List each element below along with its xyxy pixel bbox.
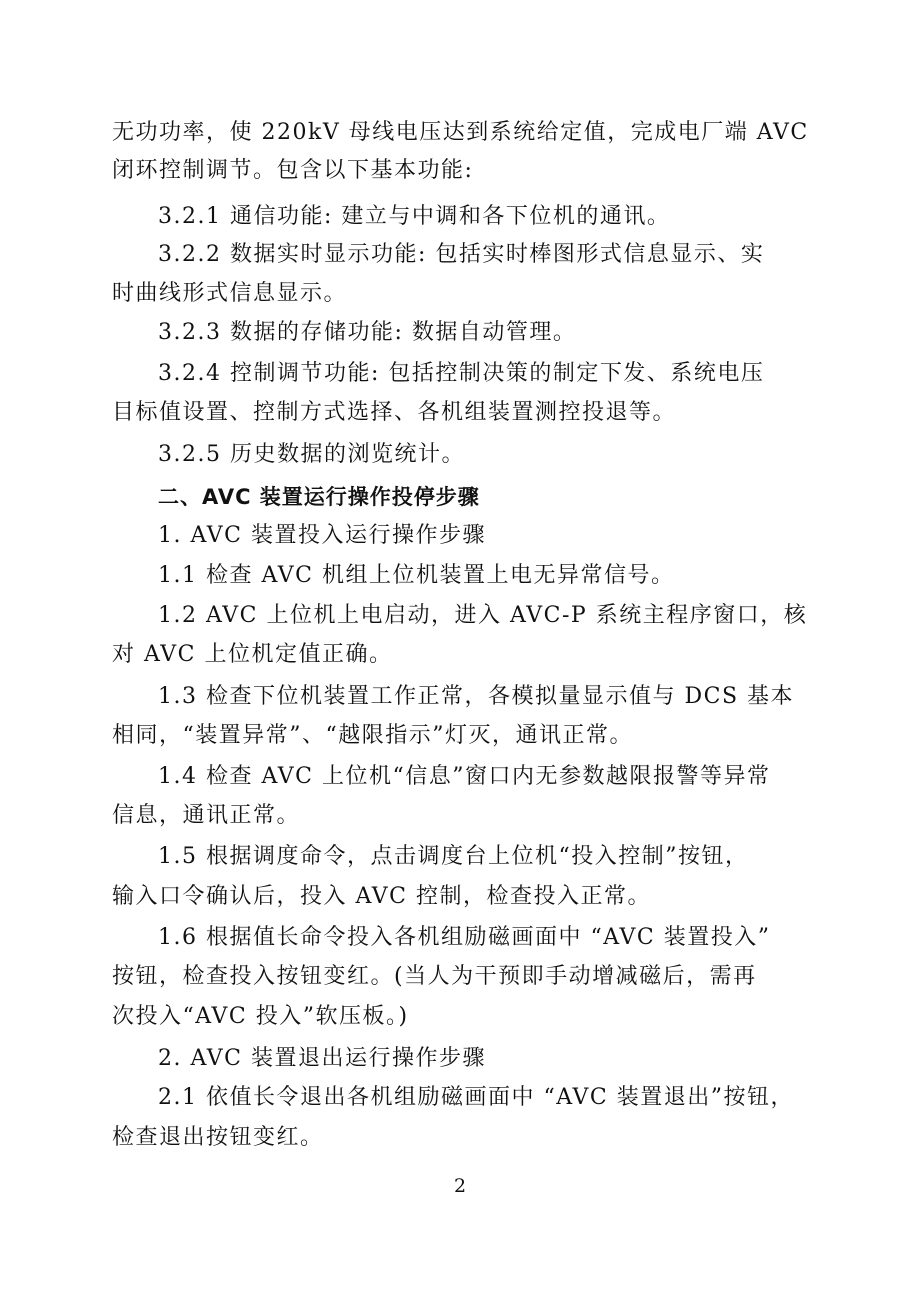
section-item-3-2-2: 3.2.2 数据实时显示功能: 包括实时棒图形式信息显示、实 — [158, 242, 765, 267]
body-text-line: 时曲线形式信息显示。 — [112, 281, 348, 306]
body-text-line: 次投入“AVC 投入”软压板。) — [112, 1004, 409, 1029]
step-1-6: 1.6 根据值长命令投入各机组励磁画面中 “AVC 装置投入” — [158, 925, 771, 950]
step-1-3: 1.3 检查下位机装置工作正常，各模拟量显示值与 DCS 基本 — [158, 684, 795, 709]
subsection-heading-1: 1. AVC 装置投入运行操作步骤 — [158, 523, 486, 548]
subsection-heading-2: 2. AVC 装置退出运行操作步骤 — [158, 1046, 486, 1071]
section-item-3-2-4: 3.2.4 控制调节功能: 包括控制决策的制定下发、系统电压 — [158, 361, 765, 386]
page-number: 2 — [453, 1175, 467, 1197]
body-text-line: 对 AVC 上位机定值正确。 — [112, 642, 393, 667]
body-text-line: 输入口令确认后，投入 AVC 控制，检查投入正常。 — [112, 884, 652, 909]
body-text-line: 信息，通讯正常。 — [112, 803, 301, 828]
step-1-2: 1.2 AVC 上位机上电启动，进入 AVC-P 系统主程序窗口，核 — [158, 603, 808, 628]
step-1-1: 1.1 检查 AVC 机组上位机装置上电无异常信号。 — [158, 563, 675, 588]
section-item-3-2-3: 3.2.3 数据的存储功能: 数据自动管理。 — [158, 320, 577, 345]
step-2-1: 2.1 依值长令退出各机组励磁画面中 “AVC 装置退出”按钮， — [158, 1085, 794, 1110]
body-text-line: 检查退出按钮变红。 — [112, 1125, 324, 1150]
step-1-4: 1.4 检查 AVC 上位机“信息”窗口内无参数越限报警等异常 — [158, 764, 771, 789]
body-text-line: 相同，“装置异常”、“越限指示”灯灭，通讯正常。 — [112, 723, 633, 748]
section-heading: 二、AVC 装置运行操作投停步骤 — [158, 485, 480, 509]
section-item-3-2-1: 3.2.1 通信功能: 建立与中调和各下位机的通讯。 — [158, 204, 671, 229]
body-text-line: 无功功率，使 220kV 母线电压达到系统给定值，完成电厂端 AVC — [112, 120, 809, 145]
step-1-5: 1.5 根据调度命令，点击调度台上位机“投入控制”按钮， — [158, 844, 749, 869]
section-item-3-2-5: 3.2.5 历史数据的浏览统计。 — [158, 442, 465, 467]
body-text-line: 闭环控制调节。包含以下基本功能: — [112, 158, 474, 183]
body-text-line: 目标值设置、控制方式选择、各机组装置测控投退等。 — [112, 400, 677, 425]
body-text-line: 按钮，检查投入按钮变红。(当人为干预即手动增减磁后，需再 — [112, 964, 757, 989]
